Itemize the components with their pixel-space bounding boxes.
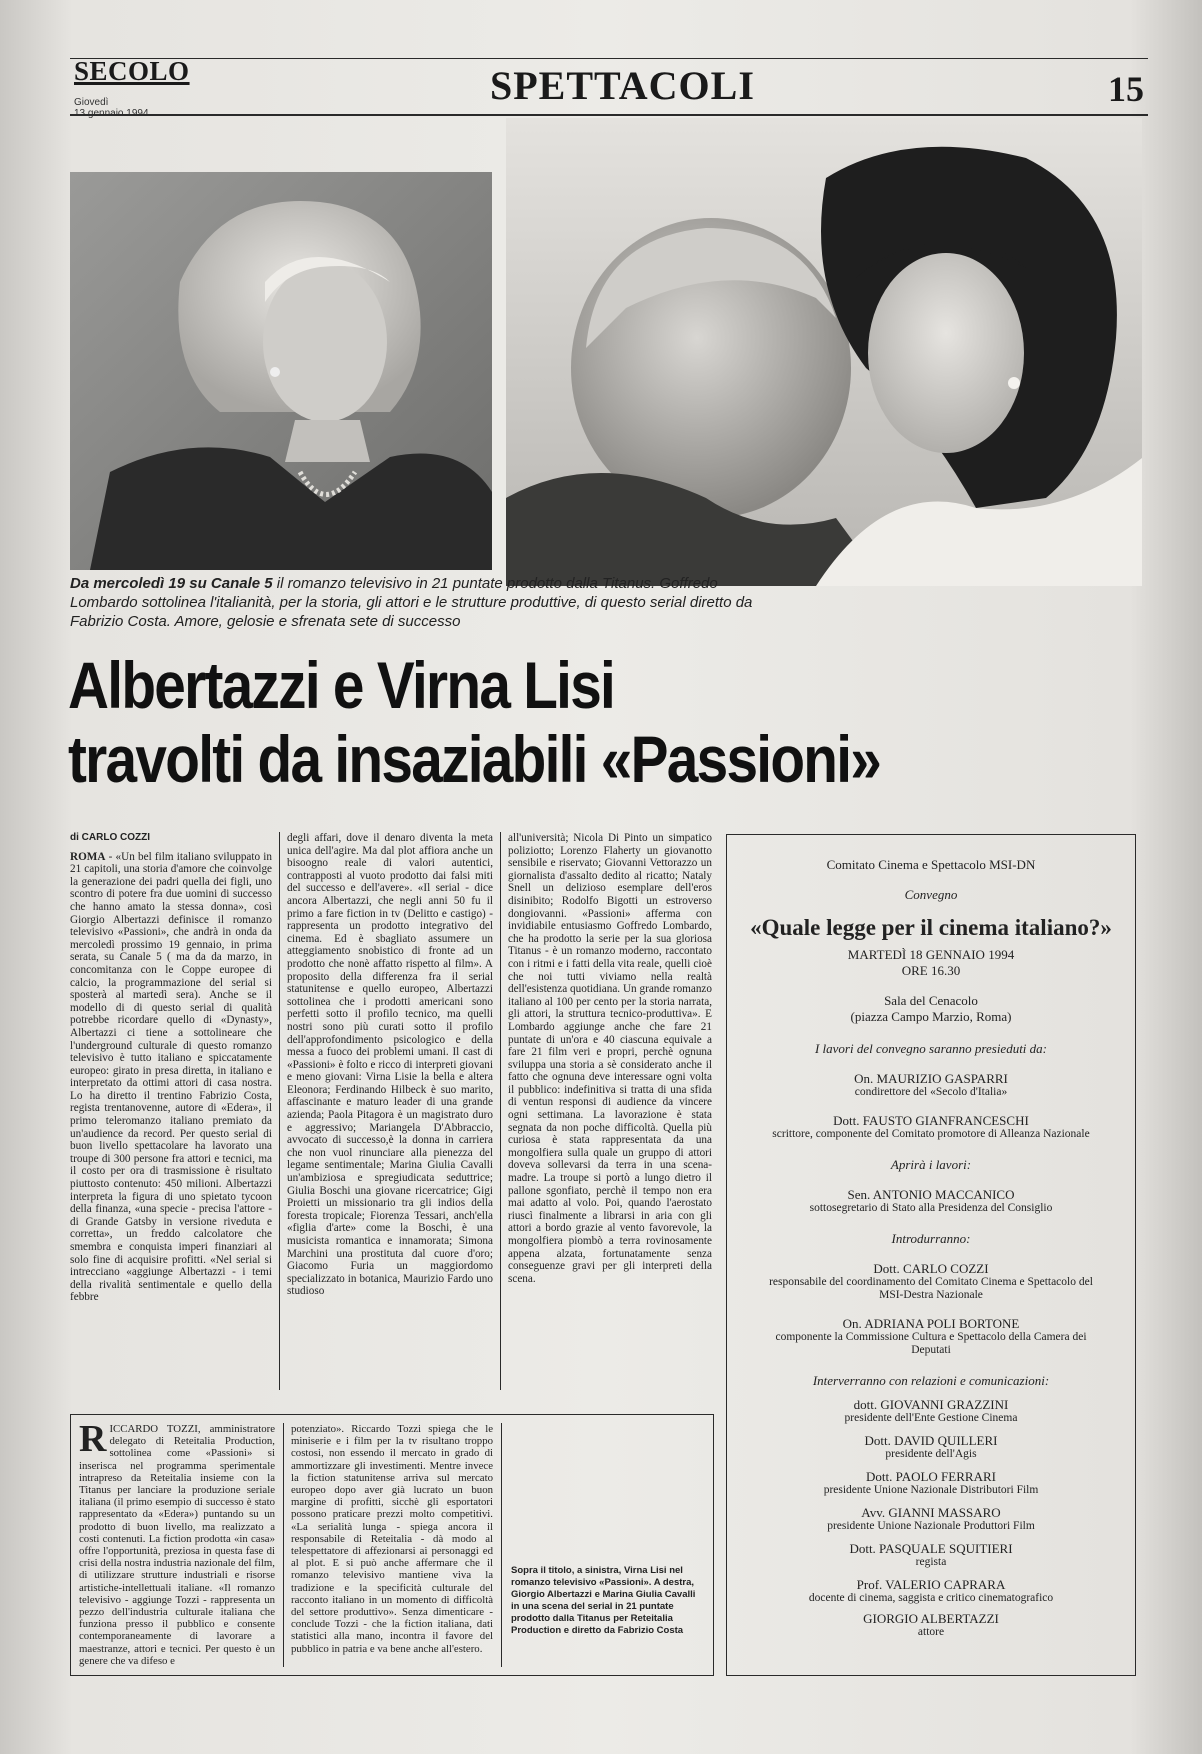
sidebar-col1-text: ICCARDO TOZZI, amministratore delegato di Reteitalia Production, sottolinea come «Passioni» si inserisca nel programma sperimentale intrapreso da Reteitalia insieme con la Titanus per lanciare la produzione seriale italiana (il primo esempio di successo è stato rappresentato da «Edera») puntando su un prodotto di buon livello, ma realizzato a costi contenuti. La fiction prodotta «in casa» offre l'opportunità, preziosa in questa fase di crisi della nostra industria nazionale del film, di utilizzare strutture industriali e risorse artistiche-intellettuali italiane. «Il romanzo televisivo - aggiunge Tozzi - rappresenta un pezzo dell'industria culturale italiana che funziona presso il pubblico e consente contemporaneamente di lavorare a maestranze, attori e tecnici. Per questo è un genere che va difeso e (79, 1423, 275, 1667)
advert-speaker-role: presidente dell'Ente Gestione Cinema (844, 1412, 1018, 1424)
advert-opener-name: Sen. ANTONIO MACCANICO (847, 1187, 1015, 1202)
advert-org: Comitato Cinema e Spettacolo MSI-DN (826, 857, 1036, 872)
page-number: 15 (1108, 69, 1144, 109)
sidebar-photo-caption: Sopra il titolo, a sinistra, Virna Lisi nel romanzo televisivo «Passioni». A destra, Giorgio Albertazzi e Marina Giulia Cavalli in una scena del serial in 21 puntate prodotto dalla Titanus per Reteitalia Production e diretto da Fabrizio Costa (511, 1565, 696, 1636)
article-column-1 (70, 832, 272, 1392)
sidebar-column-2 (291, 1423, 493, 1667)
advert-speaker-role: presidente Unione Nazionale Distributori Film (823, 1484, 1039, 1496)
caption-text: il romanzo televisivo in 21 puntate prodotto dalla Titanus. Goffredo Lombardo sottolinea l'italianità, per la storia, gli attori e le strutture produttive, di questo serial diretto da Fabrizio Costa. Amore, gelosie e sfrenata sete di successo (70, 575, 753, 630)
advert-chair-name: Dott. FAUSTO GIANFRANCESCHI (833, 1113, 1029, 1128)
advert-chair-name: On. MAURIZIO GASPARRI (854, 1071, 1008, 1086)
dropcap: R (79, 1423, 107, 1460)
advert-intro-label: Introdurranno: (891, 1231, 971, 1246)
byline: di CARLO COZZI (70, 832, 150, 843)
article-col1-text: - «Un bel film italiano sviluppato in 21 capitoli, una storia d'amore che coinvolge la generazione dei padri quella dei figli, uno scontro di potere fra due uomini di successo che hanno amato la stessa donna», così Giorgio Albertazzi definisce il romanzo televisivo «Passioni», che andrà in onda da mercoledì prossimo 19 gennaio, in prima serata, su Canale 5 ( ma da da marzo, in concomitanza con le Coppe europee di calcio, la programmazione del serial si sposterà al martedì sera). Anche se il modello di di questo serial di qualità potrebbe ricordare quello di «Dynasty», Albertazzi ci tiene a sottolineare che l'underground culturale di questo romanzo televisivo è tutto italiano e spiccatamente europeo: girato in presa diretta, in italiano e interpretato da ottimi attori di casa nostra. Lo ha diretto il trentino Fabrizio Costa, regista trentanovenne, autore di «Edera», il primo teleromanzo italiano premiato da un'audience da record. Per questo serial di buon livello spettacolare ha lavorato una troupe di 300 persone fra attori e tecnici, ma il costo per ora di trasmissione è risultato piuttosto contenuto: 450 milioni. Albertazzi interpreta la figura di uno spietato tycoon della finanza, «una specie - precisa l'attore - di Grande Gatsby in versione riveduta e corretta», un freddo calcolatore che smembra e conquista imperi finanziari al solo fine di acquisire profitti. «Nel serial si intrecciano «aggiunge Albertazzi - i temi della rivalità sentimentale e quello della febbre (70, 850, 272, 1304)
article-col3-text: all'università; Nicola Di Pinto un simpatico poliziotto; Lorenzo Flaherty un giovanotto sensibile e riservato; Giovanni Vettorazzo un giornalista d'assalto dedito al ricatto; Nataly Snell un delizioso esemplare dell'eros disinibito; Rodolfo Bigotti un estroverso dongiovanni. «Passioni» afferma con invidiabile entusiasmo Goffredo Lombardo, che ha prodotto la serie per la sua gloriosa Titanus - è un romanzo moderno, raccontato con i ritmi e i fatti della vita reale, quelli cioè che noi tutti viviamo nella realtà dell'esistenza quotidiana. Un grande romanzo italiano al 100 per cento per la storia narrata, gli attori, la struttura tecnico-produttiva». E Lombardo aggiunge anche che fare 21 puntate di un'ora e 40 ciascuna equivale a fare 21 film veri e propri, perchè ognuna sviluppa una storia a sè considerato anche il fatto che ognuna deve interessare ogni volta il pubblico: indefinitiva si tratta di una sfida di ventun responsi di audience da vincere ogni settimana. La lavorazione è stata segnata da non poche difficoltà. Quella più curiosa è stata rappresentata da una mongolfiera sulla quale un gruppo di attori doveva sollevarsi da terra in una scena-madre. La troupe si portò a lungo dietro il pallone sgonfiato, perchè il tempo non era mai adatto al volo. Poi, quando l'aerostato riuscì finalmente a librarsi in aria con gli attori a bordo grazie al vento favorevole, la mongolfiera piombò a terra rovinosamente appena alzata, fortunatamente senza conseguenze gravi per gli interpreti della scena. (508, 832, 712, 1285)
advert-opener-role: sottosegretario di Stato alla Presidenza del Consiglio (809, 1202, 1053, 1214)
advert-speaker-role: attore (917, 1626, 945, 1638)
photo-albertazzi-cavalli (506, 118, 1142, 586)
advert-introducer-role: responsabile del coordinamento del Comitato Cinema e Spettacolo del MSI-Destra Nazionale (769, 1276, 1093, 1301)
advert-speaker-role: regista (915, 1556, 947, 1568)
column-rule (501, 1423, 502, 1667)
article-col2-text: degli affari, dove il denaro diventa la meta unica dell'agire. Ma dal plot affiora anche un bisoogno reale di valori autentici, contrapposti al vuoto prodotto dai falsi miti del successo e dell'avere». «Il serial - dice ancora Albertazzi, che negli anni 50 fu il primo a fare fiction in tv (Delitto e castigo) - rappresenta un prodotto integrativo del cinema. Ed è sbagliato assumere un atteggiamento snobistico di fronte ad un prodotto che nonè affatto rispetto al film». A proposito della differenza fra il serial statunitense e quello europeo, Albertazzi sottolinea che i prodotti americani sono perfetti sotto il profilo tecnico, ma quelli nostri sono più curati sotto il profilo dell'approfondimento psicologico e della messa a fuoco dei problemi umani. Il cast di «Passioni» è folto e ricco di interpreti giovani e meno giovani: Virna Lisie la bella e altera Eleonora; Ferdinando Hilbeck è suo marito, affascinante e maturo leader di una grande azienda; Paola Pitagora è un magistrato duro e aggressivo; Mariangela D'Abbraccio, avvocato di successo,è la donna in carriera che non vuol rinunciare alla pienezza del legame sentimentale; Marina Giulia Cavalli un'ambiziosa e spregiudicata seduttrice; Giulia Boschi una giovane ricercatrice; Gigi Proietti un missionario tra gli indios della foresta tropicale; Fiorenza Tessari, anch'ella «figlia d'arte» come la Boschi, è una musicista romantica e innamorata; Simona Marchini una prostituta dal cuore d'oro; Giacomo Furia un maggiordomo specializzato in botanica, Maurizio Fardo uno studioso (287, 832, 493, 1298)
advert-speaker-name: Prof. VALERIO CAPRARA (856, 1577, 1006, 1592)
advert-speaker-name: dott. GIOVANNI GRAZZINI (853, 1397, 1009, 1412)
advert-introducer-name: On. ADRIANA POLI BORTONE (842, 1316, 1020, 1331)
article-column-3 (508, 832, 712, 1392)
advert-introducer-name: Dott. CARLO COZZI (873, 1261, 989, 1276)
advert-speaker-role: presidente dell'Agis (885, 1448, 977, 1460)
advert-venue-address: (piazza Campo Marzio, Roma) (850, 1009, 1012, 1024)
advert-type: Convegno (904, 887, 958, 902)
advert-title: «Quale legge per il cinema italiano?» (750, 915, 1112, 940)
advert-speaker-name: Avv. GIANNI MASSARO (861, 1505, 1001, 1520)
advert-chair-role: scrittore, componente del Comitato promotore di Alleanza Nazionale (772, 1128, 1090, 1140)
sidebar-box (70, 1414, 714, 1676)
top-rule (70, 58, 1148, 59)
advert-venue: Sala del Cenacolo (884, 993, 978, 1008)
headline-line-2: travolti da insaziabili «Passioni» (68, 722, 881, 796)
advert-speaker-role: presidente Unione Nazionale Produttori Film (827, 1520, 1035, 1532)
caption-lead: Da mercoledì 19 su Canale 5 (70, 575, 273, 592)
column-rule (283, 1423, 284, 1667)
photo-caption (70, 574, 770, 631)
advert-chairs-label: I lavori del convegno saranno presieduti da: (814, 1041, 1048, 1056)
advert-chair-role: condirettore del «Secolo d'Italia» (854, 1086, 1008, 1098)
article-paragraph-1 (70, 851, 272, 1304)
column-rule (279, 832, 280, 1390)
advert-time: ORE 16.30 (901, 963, 961, 978)
advert-date: MARTEDÌ 18 GENNAIO 1994 (847, 947, 1015, 962)
column-rule (500, 832, 501, 1390)
advert-opens-label: Aprirà i lavori: (890, 1157, 972, 1172)
advert-introducer-role: componente la Commissione Cultura e Spettacolo della Camera dei Deputati (775, 1331, 1087, 1356)
article-dateline: ROMA (70, 850, 106, 863)
article-column-2 (287, 832, 493, 1392)
header-rule (70, 114, 1148, 116)
advert-speaker-role: docente di cinema, saggista e critico cinematografico (808, 1592, 1054, 1604)
photo-albertazzi-cavalli-image (506, 118, 1142, 586)
advert-speaker-name: Dott. PAOLO FERRARI (866, 1469, 996, 1484)
weekday: Giovedì (74, 97, 109, 108)
headline-line-1: Albertazzi e Virna Lisi (68, 648, 615, 722)
advert-speakers-label: Interverranno con relazioni e comunicazioni: (812, 1373, 1050, 1388)
headline (68, 648, 997, 796)
advert-speaker-name: GIORGIO ALBERTAZZI (863, 1611, 999, 1626)
advert-speaker-name: Dott. DAVID QUILLERI (864, 1433, 998, 1448)
photo-virna-lisi-image (70, 172, 492, 570)
sidebar-col2-text: potenziato». Riccardo Tozzi spiega che le miniserie e i film per la tv risultano troppo costosi, non essendo il mercato in grado di ammortizzare gli investimenti. Mentre invece la fiction statunitense arriva sul mercato europeo dopo aver già lucrato un buon margine di profitti, sicchè gli esportatori possono praticare prezzi molto competitivi. «La serialità lunga - spiega ancora il responsabile di Reteitalia - dà modo al telespettatore di affezionarsi ai personaggi ed al plot. E si può anche affermare che il romanzo televisivo mantiene viva la tradizione e la specificità culturale del racconto italiano in un momento di difficoltà del settore produttivo». Senza dimenticare - conclude Tozzi - che la fiction italiana, dati statistici alla mano, incontra il favore del pubblico in patria e va bene anche all'estero. (291, 1423, 493, 1655)
photo-virna-lisi (70, 172, 492, 570)
section-title: SPETTACOLI (490, 63, 755, 108)
sidebar-column-1 (79, 1423, 275, 1667)
conference-advert (726, 834, 1136, 1676)
advert-speaker-name: Dott. PASQUALE SQUITIERI (849, 1541, 1013, 1556)
masthead: SECOLO (74, 56, 190, 86)
